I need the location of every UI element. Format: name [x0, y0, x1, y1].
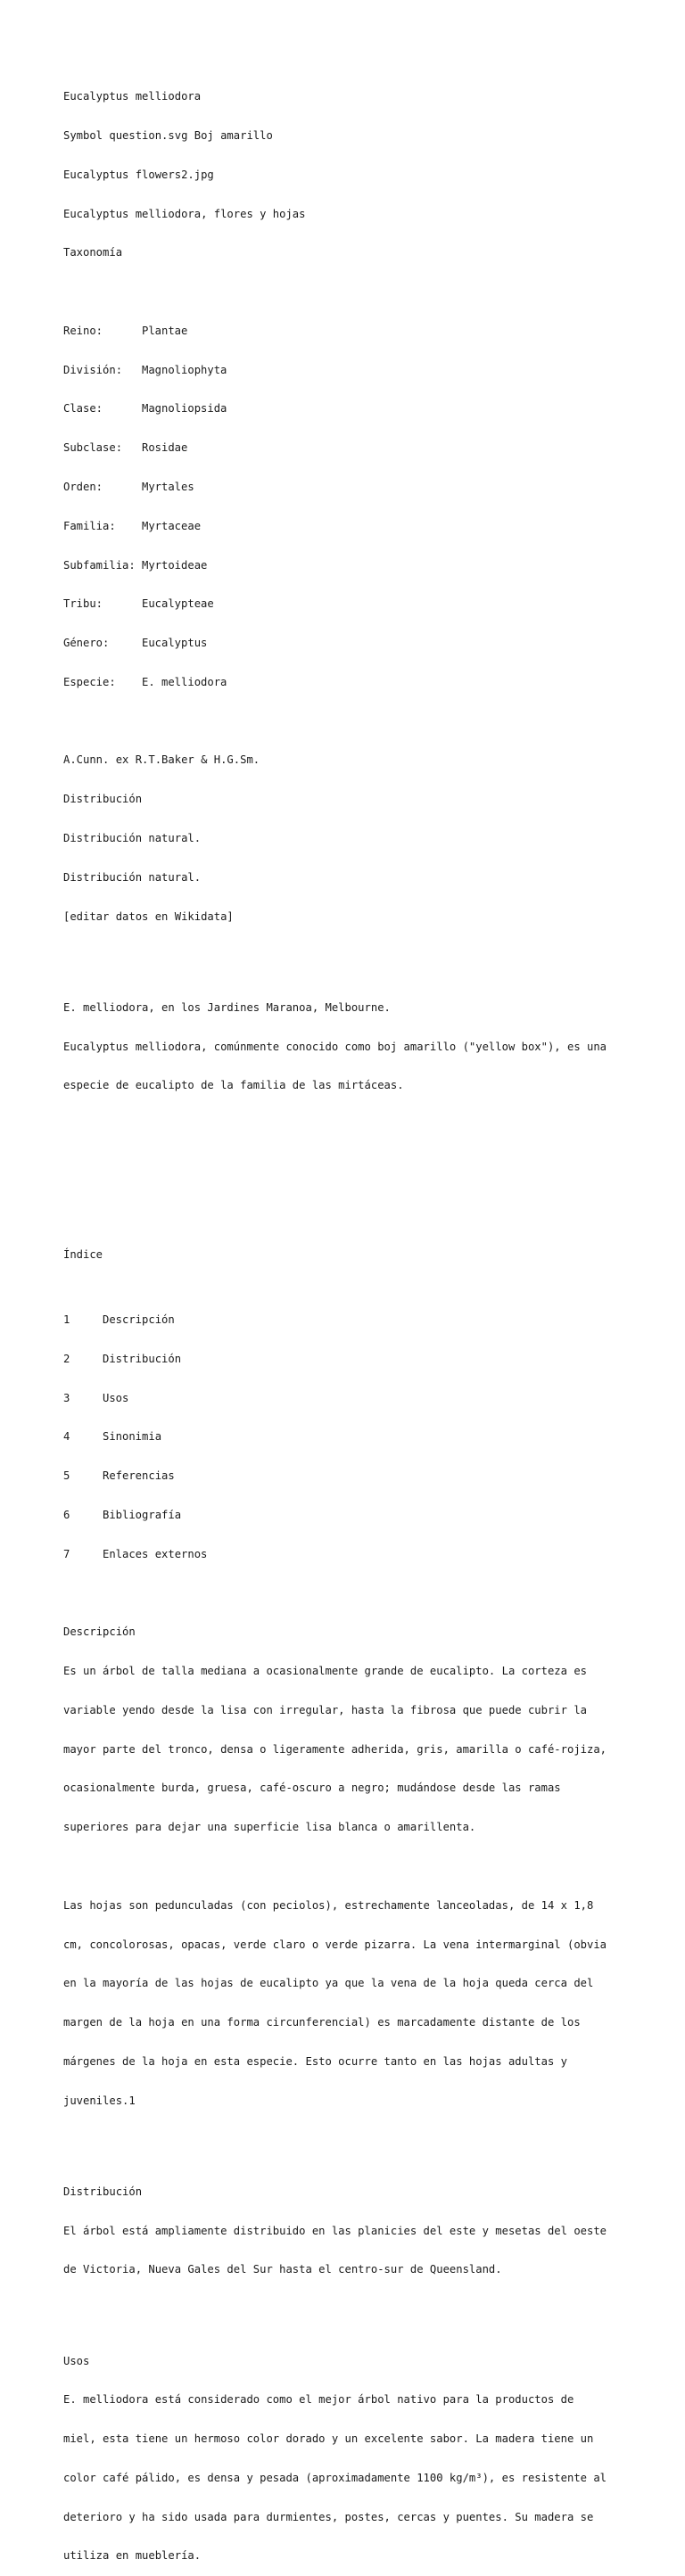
taxonomy-label: Especie:: [63, 675, 116, 688]
description-heading: Descripción: [63, 1625, 136, 1639]
toc-item-label[interactable]: Sinonimia: [103, 1430, 162, 1444]
distribution-line: El árbol está ampliamente distribuido en las planicies del este y mesetas del oeste: [63, 2224, 607, 2237]
edit-wikidata-link[interactable]: [editar datos en Wikidata]: [63, 909, 234, 923]
spacer: [63, 1197, 634, 1210]
table-of-contents: [63, 1288, 634, 1587]
description-line: Es un árbol de talla mediana a ocasionalmente grande de eucalipto. La corteza es: [63, 1665, 587, 1678]
taxonomy-row: [63, 364, 634, 377]
taxonomy-label: Género:: [63, 637, 110, 650]
toc-item[interactable]: [63, 1430, 634, 1444]
spacer: [63, 1860, 634, 1873]
spacer: [63, 2302, 634, 2316]
taxonomy-value: Magnoliopsida: [142, 402, 227, 416]
toc-item-label[interactable]: Referencias: [103, 1469, 175, 1483]
taxonomy-label: División:: [63, 363, 123, 376]
toc-item-number: 1: [63, 1313, 70, 1326]
toc-item[interactable]: [63, 1313, 634, 1327]
intro-line: especie de eucalipto de la familia de las mirtáceas.: [63, 1079, 404, 1092]
toc-item-label[interactable]: Enlaces externos: [103, 1547, 208, 1560]
taxonomy-authority: A.Cunn. ex R.T.Baker & H.G.Sm.: [63, 753, 260, 767]
taxonomy-value: Magnoliophyta: [142, 363, 227, 376]
description-line: cm, concolorosas, opacas, verde claro o verde pizarra. La vena intermarginal (obvia: [63, 1938, 607, 1951]
uses-line: color café pálido, es densa y pesada (aproximadamente 1100 kg/m³), es resistente al: [63, 2471, 607, 2484]
spacer: [63, 1157, 634, 1171]
taxonomy-heading: Taxonomía: [63, 246, 123, 259]
taxonomy-row: [63, 676, 634, 689]
taxonomy-label: Tribu:: [63, 597, 103, 611]
description-line: ocasionalmente burda, gruesa, café-oscuro a negro; mudándose desde las ramas: [63, 1782, 561, 1795]
distribution-line: de Victoria, Nueva Gales del Sur hasta el centro-sur de Queensland.: [63, 2263, 502, 2276]
toc-item-number: 5: [63, 1469, 70, 1483]
taxonomy-value: Myrtaceae: [142, 519, 202, 532]
taxonomy-value: Rosidae: [142, 441, 188, 455]
taxonomy-value: Eucalyptus: [142, 637, 208, 650]
image-caption: Eucalyptus melliodora, flores y hojas: [63, 207, 306, 220]
taxonomy-value: Plantae: [142, 324, 188, 337]
spacer: [63, 949, 634, 962]
document-body: [63, 64, 634, 2576]
toc-item[interactable]: [63, 1548, 634, 1561]
image-file-name: Eucalyptus flowers2.jpg: [63, 168, 214, 181]
spacer: [63, 1118, 634, 1132]
toc-item[interactable]: [63, 1469, 634, 1483]
toc-heading: Índice: [63, 1248, 103, 1262]
description-line: en la mayoría de las hojas de eucalipto ya que la vena de la hoja queda cerca del: [63, 1977, 594, 1990]
description-line: variable yendo desde la lisa con irregular, hasta la fibrosa que puede cubrir la: [63, 1703, 587, 1716]
taxonomy-value: Eucalypteae: [142, 597, 214, 611]
description-line: mayor parte del tronco, densa o ligeramente adherida, gris, amarilla o café-rojiza,: [63, 1742, 607, 1756]
taxonomy-row: [63, 559, 634, 572]
distribution-heading: Distribución: [63, 2185, 143, 2198]
uses-heading: Usos: [63, 2354, 90, 2367]
uses-line: miel, esta tiene un hermoso color dorado y un excelente sabor. La madera tiene un: [63, 2432, 594, 2446]
toc-item[interactable]: [63, 1353, 634, 1366]
taxonomy-label: Subfamilia:: [63, 558, 136, 572]
article-title: Eucalyptus melliodora: [63, 90, 202, 103]
uses-line: deterioro y ha sido usada para durmientes, postes, cercas y puentes. Su madera se: [63, 2510, 594, 2523]
taxonomy-value: E. melliodora: [142, 675, 227, 688]
uses-line: E. melliodora está considerado como el mejor árbol nativo para la productos de: [63, 2393, 574, 2407]
toc-item-number: 3: [63, 1391, 70, 1404]
taxonomy-row: [63, 441, 634, 455]
toc-item-label[interactable]: Bibliografía: [103, 1508, 182, 1521]
description-line: Las hojas son pedunculadas (con peciolos), estrechamente lanceoladas, de 14 x 1,8: [63, 1898, 594, 1912]
description-line: juveniles.1: [63, 2094, 136, 2107]
taxonomy-table: [63, 299, 634, 715]
toc-item-number: 4: [63, 1430, 70, 1444]
toc-item[interactable]: [63, 1392, 634, 1405]
photo-caption: E. melliodora, en los Jardines Maranoa, Melbourne.: [63, 1000, 391, 1014]
taxonomy-label: Subclase:: [63, 441, 123, 455]
taxonomy-label: Orden:: [63, 481, 103, 493]
taxonomy-row: [63, 637, 634, 650]
toc-item-number: 7: [63, 1547, 70, 1560]
taxonomy-row: [63, 520, 634, 533]
toc-item-label[interactable]: Distribución: [103, 1352, 182, 1365]
toc-item-label[interactable]: Descripción: [103, 1313, 175, 1326]
toc-item[interactable]: [63, 1509, 634, 1522]
toc-item-number: 6: [63, 1508, 70, 1521]
uses-line: utiliza en mueblería.: [63, 2549, 202, 2563]
description-line: superiores para dejar una superficie lisa blanca o amarillenta.: [63, 1821, 476, 1834]
spacer: [63, 2133, 634, 2146]
taxonomy-row: [63, 402, 634, 416]
intro-line: Eucalyptus melliodora, comúnmente conocido como boj amarillo ("yellow box"), es una: [63, 1040, 607, 1053]
taxonomy-label: Clase:: [63, 402, 103, 416]
taxonomy-row: [63, 597, 634, 611]
toc-item-label[interactable]: Usos: [103, 1391, 129, 1404]
toc-item-number: 2: [63, 1352, 70, 1365]
distribution-box-heading: Distribución: [63, 793, 143, 806]
symbol-line: Symbol question.svg Boj amarillo: [63, 128, 273, 142]
taxonomy-label: Reino:: [63, 324, 103, 337]
taxonomy-value: Myrtoideae: [142, 558, 208, 572]
taxonomy-row: [63, 325, 634, 338]
taxonomy-value: Myrtales: [142, 481, 194, 493]
taxonomy-row: [63, 481, 634, 494]
map-caption: Distribución natural.: [63, 870, 202, 884]
taxonomy-label: Familia:: [63, 519, 116, 532]
description-line: márgenes de la hoja en esta especie. Esto ocurre tanto en las hojas adultas y: [63, 2054, 567, 2068]
map-caption: Distribución natural.: [63, 832, 202, 845]
description-line: margen de la hoja en una forma circunferencial) es marcadamente distante de los: [63, 2016, 581, 2029]
